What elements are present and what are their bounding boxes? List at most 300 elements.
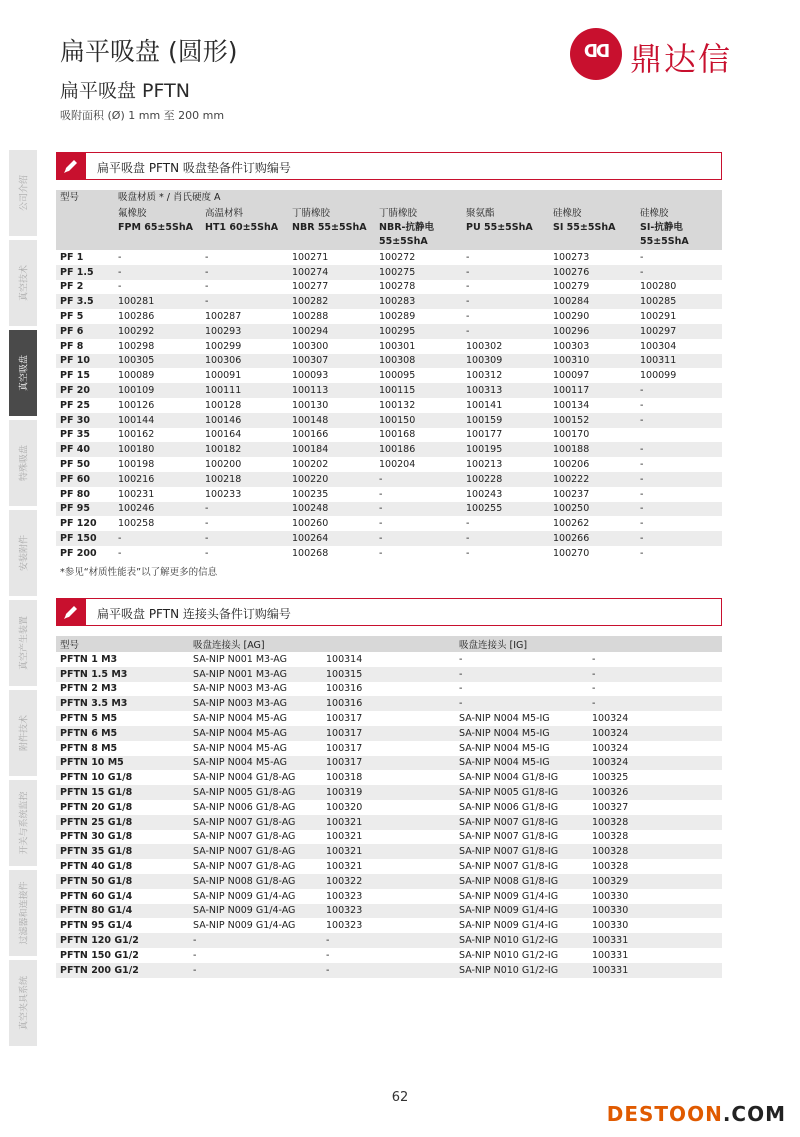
material-header-line: SI-抗静电 [640,222,683,233]
table-row [56,800,722,815]
order-number-cell: 100312 [466,370,503,382]
connector-type-cell: SA-NIP N004 G1/8-IG [459,772,559,784]
connector-type-cell: SA-NIP N003 M3-AG [193,683,287,695]
model-cell: PF 1 [60,251,84,263]
sidetab-0[interactable] [9,150,37,236]
connector-type-cell: SA-NIP N009 G1/4-AG [189,904,322,919]
sidetab-4[interactable] [9,510,37,596]
table-row [56,874,722,889]
order-number-cell: - [462,265,549,280]
column-header-material [288,206,375,250]
connector-type-cell: SA-NIP N004 M5-IG [459,742,550,754]
sidetab-label: 真空夹具系统 [19,975,30,1031]
order-number-cell: 100279 [553,281,590,293]
model-cell: PF 20 [56,383,114,398]
order-number-cell: 100311 [636,354,722,369]
table-row [56,711,722,726]
table-row [56,918,722,933]
order-number-cell: 100328 [592,831,629,843]
page-subtitle: 扁平吸盘 PFTN [60,80,190,102]
connector-type-cell: SA-NIP N004 M5-AG [193,713,287,725]
table-row [56,531,722,546]
sidetab-3[interactable] [9,420,37,506]
model-cell: PFTN 95 G1/4 [60,920,133,932]
order-number-cell: 100321 [322,844,455,859]
order-number-cell: 100314 [326,653,363,665]
order-number-cell: 100228 [462,472,549,487]
model-cell: PFTN 1.5 M3 [56,667,189,682]
model-cell: PFTN 30 G1/8 [60,831,133,843]
model-cell: PFTN 25 G1/8 [56,815,189,830]
order-number-cell: 100298 [118,340,155,352]
order-number-cell: 100280 [640,281,677,293]
order-number-cell: 100134 [553,399,590,411]
table-row [56,546,722,561]
order-number-cell: 100322 [322,874,455,889]
table-row [56,457,722,472]
order-number-cell: 100331 [592,949,629,961]
order-number-cell: 100307 [288,354,375,369]
order-number-cell: 100282 [288,294,375,309]
order-number-cell: 100328 [588,815,722,830]
order-number-cell: - [379,518,383,530]
page-number: 62 [391,1090,409,1105]
order-number-cell: 100308 [375,354,462,369]
table-row [56,280,722,295]
order-number-cell: 100188 [549,442,636,457]
order-number-cell: - [462,531,549,546]
model-cell: PF 80 [60,488,90,500]
model-cell: PFTN 10 G1/8 [60,772,133,784]
model-cell: PFTN 35 G1/8 [56,844,189,859]
model-cell: PF 1.5 [56,265,114,280]
section1-header [56,152,722,180]
model-cell: PFTN 1 M3 [60,653,118,665]
table-row [56,741,722,756]
order-number-cell: 100220 [288,472,375,487]
material-header-line [466,235,545,249]
table-row [56,428,722,443]
model-cell: PFTN 120 G1/2 [56,933,189,948]
order-number-cell: 100318 [326,772,363,784]
model-cell: PF 8 [60,340,84,352]
order-number-cell: 100274 [288,265,375,280]
order-number-cell: 100109 [114,383,201,398]
material-header-line: NBR 55±5ShA [292,222,367,233]
connector-type-cell: SA-NIP N004 M5-AG [189,726,322,741]
connector-table [56,636,722,978]
order-number-cell: - [466,251,470,263]
material-header-line: 丁腈橡胶 [292,208,331,219]
order-number-cell: 100326 [588,785,722,800]
model-cell: PF 6 [56,324,114,339]
connector-type-cell: SA-NIP N009 G1/4-IG [459,890,559,902]
order-number-cell: - [462,294,549,309]
table-row [56,368,722,383]
order-number-cell: 100186 [375,442,462,457]
order-number-cell: 100276 [549,265,636,280]
connector-type-cell: - [189,963,322,978]
order-number-cell: 100268 [292,547,329,559]
order-number-cell: 100091 [205,370,242,382]
order-number-cell: - [201,265,288,280]
logo-mark-text: ᗡᗡ [583,42,609,62]
table-row [56,487,722,502]
order-number-cell: - [466,547,470,559]
order-number-cell: 100271 [292,251,329,263]
model-cell: PF 150 [56,531,114,546]
table-row [56,963,722,978]
column-header-model: 型号 [56,190,114,250]
order-number-cell: - [640,459,644,471]
order-number-cell: 100313 [462,383,549,398]
material-header-line: 高温材料 [205,208,244,219]
order-number-cell: 100126 [118,399,155,411]
column-header-material [201,206,288,250]
order-number-cell: 100222 [549,472,636,487]
material-header-line [205,235,284,249]
connector-type-cell: SA-NIP N010 G1/2-IG [459,949,559,961]
connector-type-cell: SA-NIP N004 M5-IG [459,713,550,725]
connector-type-cell: SA-NIP N009 G1/4-AG [193,890,296,902]
connector-type-cell: SA-NIP N004 M5-AG [189,756,322,771]
order-number-cell: - [205,281,209,293]
order-number-cell: 100328 [588,844,722,859]
order-number-cell: 100286 [118,311,155,323]
model-cell: PFTN 8 M5 [60,742,118,754]
order-number-cell: 100093 [292,370,329,382]
order-number-cell: 100270 [553,547,590,559]
order-number-cell: 100130 [292,399,329,411]
material-header-line: 硅橡胶 [640,208,669,219]
model-cell: PF 95 [56,502,114,517]
watermark [607,1102,786,1126]
watermark-suffix: .COM [722,1102,786,1126]
order-number-cell: - [466,281,470,293]
order-number-cell: 100111 [201,383,288,398]
order-number-cell: 100177 [466,429,503,441]
order-number-cell: 100152 [549,413,636,428]
order-number-cell: 100303 [553,340,590,352]
material-header-line: NBR-抗静电 [379,222,434,233]
order-number-cell: 100316 [326,683,363,695]
order-number-cell: 100097 [553,370,590,382]
model-cell: PF 25 [60,399,90,411]
model-cell: PFTN 15 G1/8 [56,785,189,800]
model-cell: PF 2 [60,281,84,293]
sidetab-8[interactable] [9,870,37,956]
order-number-cell: 100184 [288,442,375,457]
order-number-cell: 100235 [292,488,329,500]
order-number-cell: 100299 [205,340,242,352]
order-number-cell: 100150 [375,413,462,428]
model-cell: PF 35 [60,429,90,441]
order-number-cell: 100330 [592,920,629,932]
order-number-cell: 100198 [118,459,155,471]
material-header-line: 氟橡胶 [118,208,147,219]
sidetab-label: 真空吸盘 [19,354,30,392]
table-row [56,250,722,265]
connector-type-cell: SA-NIP N007 G1/8-AG [189,815,322,830]
order-number-cell: 100273 [553,251,590,263]
order-number-cell: 100264 [288,531,375,546]
order-number-cell: - [640,251,644,263]
order-number-cell: 100295 [375,324,462,339]
order-number-cell: 100297 [636,324,722,339]
order-number-cell: - [118,251,122,263]
connector-type-cell: SA-NIP N008 G1/8-IG [455,874,588,889]
sidetab-1[interactable] [9,240,37,326]
table-row [56,785,722,800]
sidetab-9[interactable] [9,960,37,1046]
section1-title: 扁平吸盘 PFTN 吸盘垫备件订购编号 [97,161,291,175]
order-number-cell: 100323 [326,890,363,902]
order-number-cell: 100278 [379,281,416,293]
order-number-cell: 100231 [118,488,155,500]
connector-type-cell: SA-NIP N006 G1/8-IG [459,801,559,813]
pencil-icon [56,598,86,626]
material-header-line: 硅橡胶 [553,208,582,219]
order-number-cell: - [636,472,722,487]
model-cell: PFTN 80 G1/4 [56,904,189,919]
order-number-cell: 100243 [466,488,503,500]
connector-type-cell: SA-NIP N007 G1/8-AG [193,861,296,873]
order-number-cell: - [636,531,722,546]
order-number-cell: 100296 [549,324,636,339]
table-row [56,652,722,667]
order-number-cell: - [118,547,122,559]
table-row [56,309,722,324]
order-number-cell: 100305 [114,354,201,369]
model-cell: PFTN 2 M3 [60,683,118,695]
sidetab-5[interactable] [9,600,37,686]
table-row [56,948,722,963]
order-number-cell: 100317 [322,726,455,741]
table-row [56,294,722,309]
order-number-cell: 100281 [114,294,201,309]
order-number-cell: 100287 [205,311,242,323]
table-row [56,889,722,904]
order-number-cell: - [375,531,462,546]
logo-mark-icon [570,28,622,80]
order-number-cell: - [592,683,596,695]
order-number-cell: 100195 [462,442,549,457]
material-header-line: 55±5ShA [379,236,428,247]
connector-type-cell: SA-NIP N007 G1/8-IG [459,831,559,843]
order-number-cell: - [636,265,722,280]
sidetab-2[interactable] [9,330,37,416]
table-row [56,265,722,280]
order-number-cell: - [379,547,383,559]
order-number-cell: - [118,281,122,293]
sidetab-label: 安装附件 [19,534,30,572]
connector-type-cell: SA-NIP N004 M5-IG [455,756,588,771]
order-number-cell: 100146 [201,413,288,428]
sidetab-6[interactable] [9,690,37,776]
table-row [56,682,722,697]
order-number-cell: 100324 [588,726,722,741]
order-number-cell: 100284 [549,294,636,309]
column-header-ig: 吸盘连接头 [IG] [455,636,722,652]
order-number-cell: 100200 [205,459,242,471]
order-number-cell: 100250 [549,502,636,517]
model-cell: PF 200 [60,547,97,559]
column-header-material [462,206,549,250]
order-number-cell: 100300 [292,340,329,352]
table-row [56,815,722,830]
table-row [56,398,722,413]
table-row [56,502,722,517]
order-number-cell: 100310 [549,354,636,369]
order-number-cell: 100330 [588,904,722,919]
order-number-cell: 100266 [549,531,636,546]
material-header-line: PU 55±5ShA [466,222,533,233]
material-header-line: FPM 65±5ShA [118,222,193,233]
order-number-cell: 100323 [326,920,363,932]
order-number-cell: 100302 [466,340,503,352]
order-number-cell: 100258 [118,518,155,530]
material-header-line [292,235,371,249]
order-number-cell: 100113 [288,383,375,398]
order-number-cell: - [466,518,470,530]
order-number-cell: 100141 [466,399,503,411]
model-cell: PFTN 6 M5 [56,726,189,741]
table-row [56,472,722,487]
sidetab-label: 真空产生装置 [19,615,30,671]
order-number-cell: 100275 [375,265,462,280]
order-number-cell: - [466,311,470,323]
order-number-cell: 100317 [326,742,363,754]
material-footnote: *参见“材质性能表”以了解更多的信息 [60,567,218,578]
table-row [56,339,722,354]
order-number-cell: - [375,502,462,517]
model-cell: PFTN 200 G1/2 [56,963,189,978]
connector-type-cell: - [189,933,322,948]
table-row [56,696,722,711]
order-number-cell: 100170 [553,429,590,441]
order-number-cell: - [640,518,644,530]
order-number-cell: 100117 [549,383,636,398]
material-header-line: SI 55±5ShA [553,222,616,233]
connector-type-cell: SA-NIP N007 G1/8-AG [189,844,322,859]
column-header-material [375,206,462,250]
material-header-line: 聚氨酯 [466,208,495,219]
order-number-cell: 100325 [592,772,629,784]
model-cell: PF 60 [56,472,114,487]
table-row [56,516,722,531]
order-number-cell: 100246 [114,502,201,517]
sidetab-label: 公司介绍 [19,174,30,212]
order-number-cell: - [636,383,722,398]
order-number-cell: 100248 [288,502,375,517]
order-number-cell: - [588,667,722,682]
column-header-material-group: 吸盘材质 * / 肖氏硬度 A [114,190,722,206]
order-number-cell: 100255 [462,502,549,517]
model-cell: PF 15 [60,370,90,382]
model-cell: PF 40 [56,442,114,457]
sidetab-7[interactable] [9,780,37,866]
order-number-cell: 100301 [379,340,416,352]
material-header-line: 丁腈橡胶 [379,208,418,219]
order-number-cell: 100324 [588,756,722,771]
order-number-cell: - [588,696,722,711]
sidetab-label: 附件技术 [19,714,30,752]
order-number-cell: 100306 [201,354,288,369]
table-row [56,859,722,874]
order-number-cell: 100317 [326,713,363,725]
model-cell: PFTN 150 G1/2 [60,949,139,961]
order-number-cell: 100316 [322,696,455,711]
order-number-cell: 100331 [588,933,722,948]
watermark-main: DESTOON [606,1102,723,1126]
brand-logo [570,26,750,84]
connector-type-cell: SA-NIP N005 G1/8-AG [189,785,322,800]
order-number-cell: 100290 [553,311,590,323]
order-number-cell: 100206 [553,459,590,471]
section2-title: 扁平吸盘 PFTN 连接头备件订购编号 [97,607,291,621]
order-number-cell: 100164 [205,429,242,441]
connector-type-cell: SA-NIP N007 G1/8-AG [193,831,296,843]
table-row [56,830,722,845]
order-number-cell: 100294 [288,324,375,339]
order-number-cell: - [205,251,209,263]
order-number-cell: - [205,518,209,530]
order-number-cell: 100329 [588,874,722,889]
table-row [56,667,722,682]
sidetab-label: 开关与系统监控 [19,791,30,855]
table-row [56,442,722,457]
pencil-icon [56,152,86,180]
order-number-cell: 100144 [114,413,201,428]
order-number-cell: - [322,933,455,948]
order-number-cell: - [322,963,455,978]
column-header-material [636,206,722,250]
section2-header [56,598,722,626]
connector-type-cell: SA-NIP N007 G1/8-IG [455,815,588,830]
connector-type-cell: SA-NIP N004 G1/8-AG [193,772,296,784]
table-row [56,726,722,741]
order-number-cell: 100260 [292,518,329,530]
order-number-cell: - [201,294,288,309]
order-number-cell: 100293 [201,324,288,339]
order-number-cell: 100315 [322,667,455,682]
model-cell: PFTN 50 G1/8 [56,874,189,889]
table-row [56,756,722,771]
order-number-cell: - [640,399,644,411]
order-number-cell: - [462,324,549,339]
connector-type-cell: SA-NIP N010 G1/2-IG [455,933,588,948]
table-row [56,354,722,369]
order-number-cell: 100115 [375,383,462,398]
order-number-cell: 100262 [553,518,590,530]
order-number-cell: - [640,488,644,500]
order-number-cell: 100182 [201,442,288,457]
order-number-cell: 100289 [379,311,416,323]
order-number-cell: 100099 [640,370,677,382]
model-cell: PFTN 5 M5 [60,713,118,725]
order-number-cell: - [201,531,288,546]
order-number-cell: 100321 [326,831,363,843]
order-number-cell: - [636,442,722,457]
order-number-cell: - [375,472,462,487]
order-number-cell: 100309 [462,354,549,369]
order-number-cell: - [201,502,288,517]
model-cell: PF 30 [56,413,114,428]
material-header-line: HT1 60±5ShA [205,222,279,233]
order-number-cell: - [114,531,201,546]
order-number-cell: 100330 [592,890,629,902]
order-number-cell: 100216 [114,472,201,487]
